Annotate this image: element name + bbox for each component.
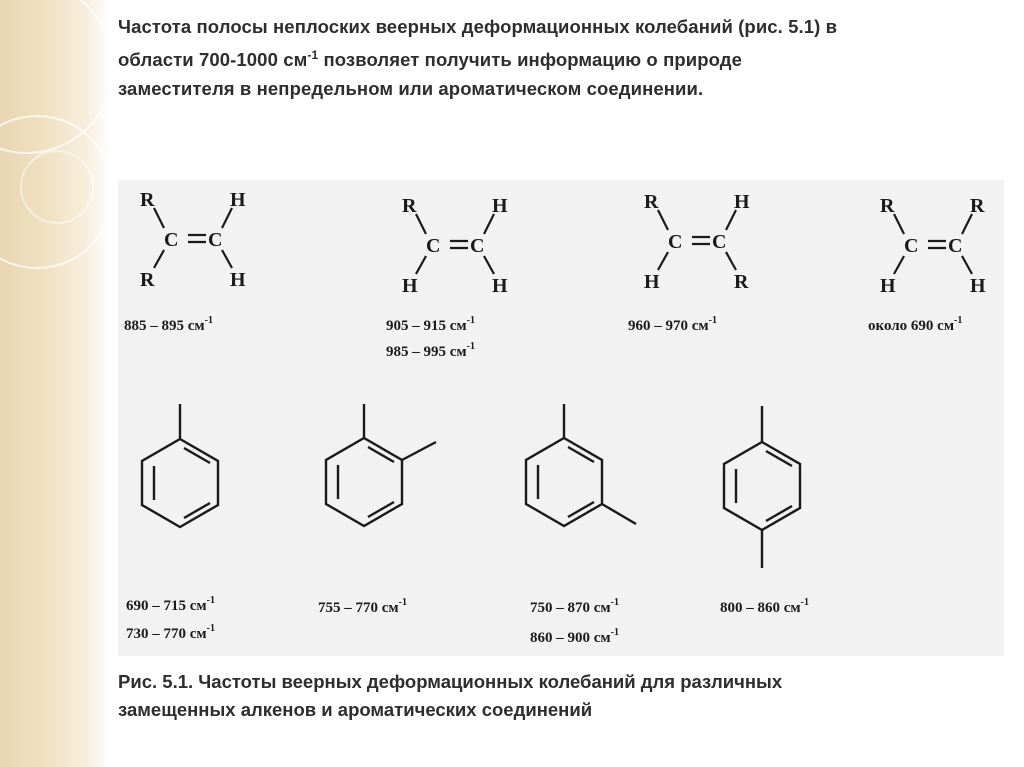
frequency-label: 800 – 860 $см^{-1}$ [720, 597, 809, 616]
intro-line-2-start: области 700-1000 см [118, 49, 308, 71]
caption-line-2: замещенных алкенов и ароматических соединений [118, 699, 593, 720]
alkene-structure-2 [386, 195, 508, 360]
substituent-bottom-right: H [230, 269, 246, 291]
substituent-bottom-right: H [970, 275, 986, 297]
substituent-bottom-left: R [140, 269, 155, 291]
figure-panel [118, 180, 1004, 656]
caption-line-1: Рис. 5.1. Частоты веерных деформационных колебаний для различных [118, 671, 783, 692]
substituent-bottom-right: H [492, 275, 508, 297]
intro-superscript: -1 [307, 48, 319, 62]
frequency-label: 750 – 870 $см^{-1}$ [530, 597, 619, 616]
carbon-atom: C [904, 235, 919, 257]
substituent-bottom-left: H [880, 275, 896, 297]
frequency-label: около 690 $см^{-1}$ [868, 315, 963, 334]
structures-figure [118, 180, 1004, 656]
intro-line-3: заместителя в непредельном или ароматическом соединении. [118, 78, 704, 100]
substituent-top-left: R [402, 195, 417, 217]
carbon-atom: C [668, 231, 683, 253]
substituent-bottom-left: H [644, 271, 660, 293]
intro-line-2-end: позволяет получить информацию о природе [318, 49, 743, 71]
substituent-top-right: H [492, 195, 508, 217]
substituent-bottom-left: H [402, 275, 418, 297]
carbon-atom: C [948, 235, 963, 257]
frequency-label: 960 – 970 $см^{-1}$ [628, 315, 717, 334]
carbon-atom: C [208, 229, 223, 251]
frequency-label: 860 – 900 $см^{-1}$ [530, 627, 619, 646]
alkene-structure-1 [124, 189, 246, 334]
substituent-top-right: H [734, 191, 750, 213]
substituent-bottom-right: R [734, 271, 749, 293]
carbon-atom: C [470, 235, 485, 257]
benzene-ring-mono [126, 404, 218, 642]
frequency-label: 985 – 995 $см^{-1}$ [386, 341, 475, 360]
alkene-structure-4 [868, 195, 986, 334]
decorative-side-strip [0, 0, 110, 767]
intro-paragraph [118, 12, 1008, 103]
carbon-atom: C [712, 231, 727, 253]
carbon-atom: C [426, 235, 441, 257]
alkene-structure-3 [628, 191, 750, 334]
frequency-label: 755 – 770 $см^{-1}$ [318, 597, 407, 616]
frequency-label: 885 – 895 $см^{-1}$ [124, 315, 213, 334]
benzene-ring-para [720, 406, 809, 616]
decorative-circle [20, 150, 94, 224]
benzene-ring-ortho [318, 404, 436, 616]
frequency-label: 730 – 770 $см^{-1}$ [126, 623, 215, 642]
substituent-top-right: R [970, 195, 985, 217]
intro-line-2 [118, 41, 1008, 74]
frequency-label: 905 – 915 $см^{-1}$ [386, 315, 475, 334]
figure-caption [118, 668, 1008, 724]
substituent-top-left: R [880, 195, 895, 217]
intro-line-1: Частота полосы неплоских веерных деформационных колебаний (рис. 5.1) в [118, 16, 838, 37]
carbon-atom: C [164, 229, 179, 251]
benzene-ring-meta [526, 404, 636, 646]
substituent-top-right: H [230, 189, 246, 211]
substituent-top-left: R [140, 189, 155, 211]
substituent-top-left: R [644, 191, 659, 213]
frequency-label: 690 – 715 $см^{-1}$ [126, 595, 215, 614]
